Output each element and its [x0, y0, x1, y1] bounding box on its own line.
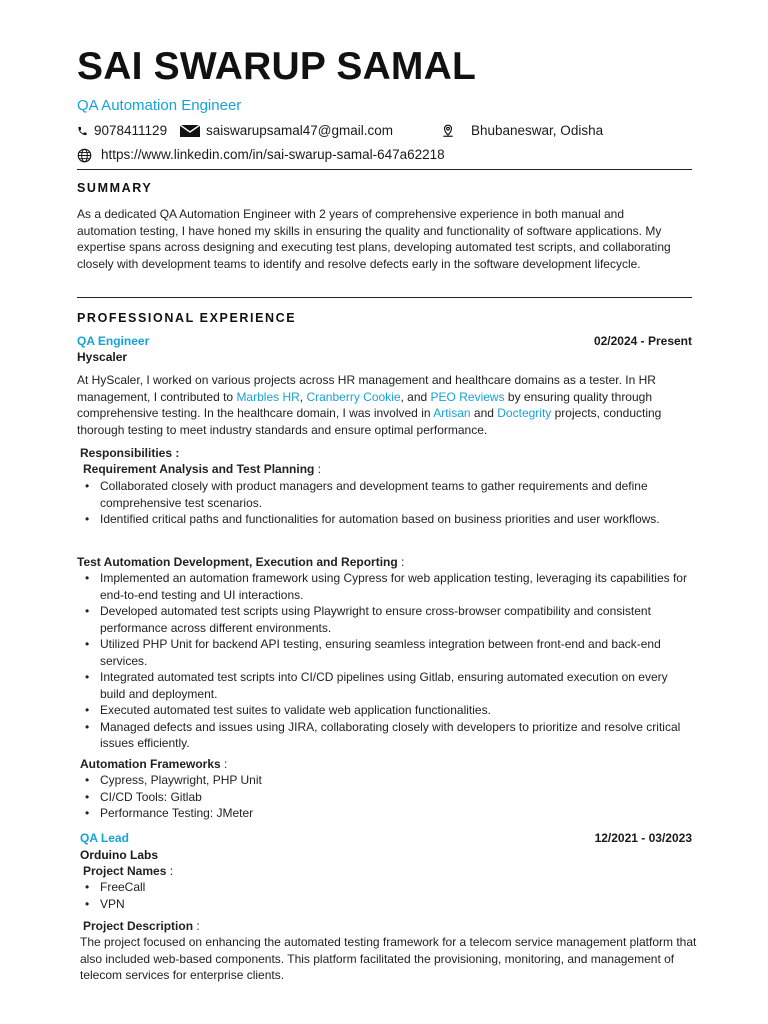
list-item: • Cypress, Playwright, PHP Unit: [77, 772, 689, 789]
job2-company: Orduino Labs: [80, 848, 158, 862]
phone-number: 9078411129: [94, 123, 168, 138]
list-item: • Identified critical paths and functionalities for automation based on business priorities and user workflows.: [77, 511, 689, 528]
email-contact[interactable]: [180, 122, 393, 140]
requirement-label: Requirement Analysis and Test Planning :: [83, 462, 322, 476]
automation-dev-list: [77, 570, 689, 752]
project-description-text: The project focused on enhancing the automated testing framework for a telecom service management platform that also included web-based components. This platform facilitated the provisioning, monitoring, and management of telecom services for enterprise clients.: [80, 935, 697, 982]
responsibilities-label: Responsibilities :: [80, 446, 180, 460]
globe-icon: [77, 148, 92, 163]
requirement-list: [77, 478, 689, 528]
job1-intro: [77, 372, 689, 438]
candidate-name: SAI SWARUP SAMAL: [77, 45, 477, 88]
project-link-peo[interactable]: PEO Reviews: [430, 389, 505, 404]
list-item: • Executed automated test suites to validate web application functionalities.: [77, 702, 689, 719]
envelope-icon: [180, 125, 200, 137]
candidate-title: QA Automation Engineer: [77, 97, 242, 114]
intro-separator: ,: [299, 389, 307, 404]
email-address: saiswarupsamal47@gmail.com: [206, 123, 394, 138]
location-text: Bhubaneswar, Odisha: [471, 123, 604, 138]
map-pin-icon: [441, 124, 455, 138]
project-link-marbles[interactable]: Marbles HR: [236, 389, 300, 404]
summary-divider: [77, 297, 692, 298]
intro-separator: and: [470, 406, 498, 420]
list-item: • CI/CD Tools: Gitlab: [77, 789, 689, 806]
list-item: • Utilized PHP Unit for backend API testing, ensuring seamless integration between front-end and back-end services.: [77, 636, 689, 669]
summary-heading: SUMMARY: [77, 181, 153, 195]
project-description-label: Project Description :: [83, 919, 200, 933]
list-item: • Developed automated test scripts using Playwright to ensure cross-browser compatibility and consistent performance across different environments.: [77, 603, 689, 636]
list-item: • Implemented an automation framework using Cypress for web application testing, leveraging its capabilities for end-to-end testing and UI interactions.: [77, 570, 689, 603]
phone-contact[interactable]: [77, 122, 167, 140]
job1-role: QA Engineer: [77, 334, 150, 348]
header-divider: [77, 169, 692, 170]
list-item: • Collaborated closely with product managers and development teams to gather requirements and define comprehensive test scenarios.: [77, 478, 689, 511]
intro-text: projects, conducting thorough testing to meet industry standards and ensure optimal performance.: [77, 406, 662, 437]
contact-row: [77, 122, 692, 140]
project-names-list: [77, 879, 689, 912]
job2-company-row: [77, 847, 692, 863]
intro-text: by ensuring quality through comprehensive testing. In the healthcare domain, I was involved in: [77, 389, 653, 420]
job1-company-row: [77, 349, 692, 365]
list-item: • Managed defects and issues using JIRA, collaborating closely with developers to prioritize and resolve critical issues efficiently.: [77, 719, 689, 752]
automation-dev-label: Test Automation Development, Execution and Reporting :: [77, 555, 405, 569]
phone-icon: [77, 125, 88, 137]
project-link-cranberry[interactable]: Cranberry Cookie: [306, 389, 401, 404]
job1-dates: 02/2024 - Present: [593, 334, 692, 348]
list-item: • FreeCall: [77, 879, 689, 896]
summary-text: As a dedicated QA Automation Engineer with 2 years of comprehensive experience in both manual and automation testing, I have honed my skills in ensuring the quality and functionality of software applications. My expertise spans across designing and executing test plans, developing automated test scripts, and collaborating closely with development teams to identify and resolve defects early in the software development lifecycle.: [77, 207, 671, 271]
list-item: • Integrated automated test scripts into CI/CD pipelines using Gitlab, ensuring automated execution on every build and deployment.: [77, 669, 689, 702]
job1-company: Hyscaler: [77, 350, 128, 364]
project-names-label: Project Names :: [83, 864, 174, 878]
intro-separator: , and: [400, 389, 431, 404]
job1-header: [77, 333, 692, 349]
intro-text: At HyScaler, I worked on various projects across HR management and healthcare domains as a tester. In HR management, I contributed to: [77, 373, 656, 404]
frameworks-list: [77, 772, 689, 822]
project-link-doctegrity[interactable]: Doctegrity: [497, 406, 552, 420]
location-contact: [441, 122, 603, 140]
frameworks-label: Automation Frameworks :: [80, 757, 228, 771]
experience-heading: PROFESSIONAL EXPERIENCE: [77, 311, 297, 325]
project-link-artisan[interactable]: Artisan: [433, 406, 471, 420]
job2-role: QA Lead: [80, 831, 129, 845]
job2-dates: 12/2021 - 03/2023: [594, 831, 692, 845]
linkedin-url: https://www.linkedin.com/in/sai-swarup-samal-647a62218: [101, 147, 445, 162]
list-item: • VPN: [77, 896, 689, 913]
job2-header: [77, 830, 692, 846]
list-item: • Performance Testing: JMeter: [77, 805, 689, 822]
linkedin-link[interactable]: [77, 146, 445, 164]
